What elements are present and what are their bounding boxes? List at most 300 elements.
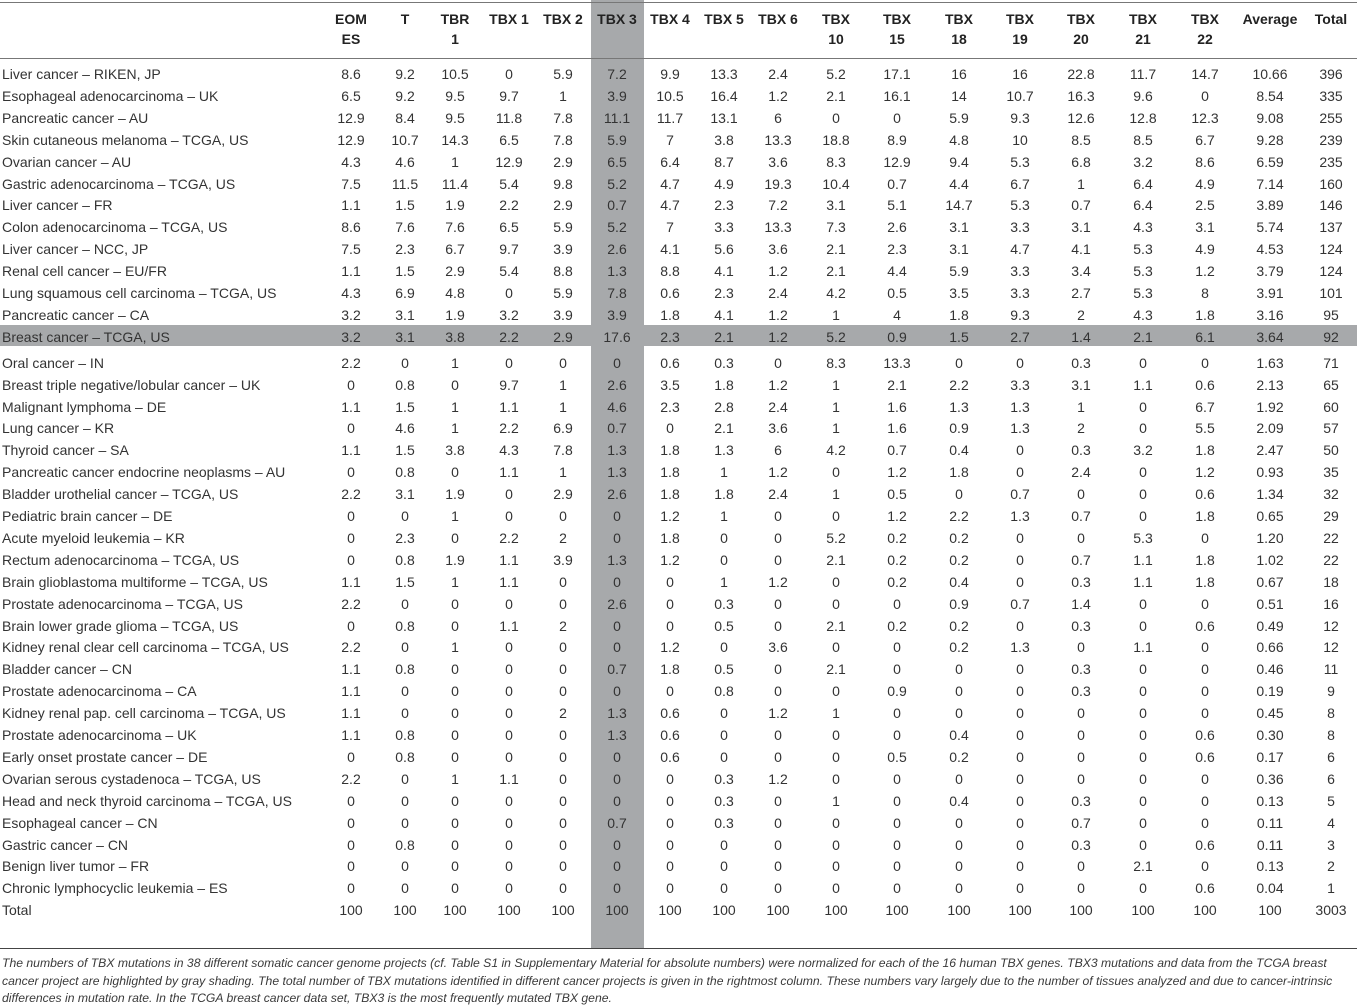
table-cell: 3.2 — [499, 306, 519, 323]
column-header — [1170, 9, 1240, 49]
table-cell: 0 — [774, 529, 782, 546]
table-cell: 4.3 — [341, 285, 361, 301]
table-cell: 12.8 — [1129, 109, 1157, 126]
table-cell: 0 — [613, 836, 621, 853]
table-cell: 0.51 — [1256, 595, 1284, 612]
table-cell: 100 — [947, 902, 971, 919]
table-caption: The numbers of TBX mutations in 38 different somatic cancer genome projects (cf. Table S1 in Supplementary Material for absolute numbers) were normalized for each of the 16 human TBX genes. TBX3 mutations and data from the TCGA breast cancer project are highlighted by gray shading. The total number of TBX mutations identified in different cancer projects is given in the rightmost column. These numbers vary largely due to the number of tissues analyzed and due to cancer-intrinsic differences in mutation rate. In the TCGA breast cancer data set, TBX3 is the most frequently mutated TBX gene. — [2, 956, 1333, 1005]
table-cell: 1.3 — [607, 705, 627, 722]
table-cell: 0 — [893, 836, 901, 853]
table-cell: 0.2 — [887, 551, 907, 568]
table-cell: 0.04 — [1256, 880, 1284, 897]
table-cell: 100 — [443, 902, 467, 919]
table-cell: 18.8 — [822, 131, 850, 148]
table-cell: 2 — [1077, 306, 1085, 323]
table-cell: 0 — [774, 595, 782, 612]
table-cell: 0.67 — [1256, 573, 1284, 590]
table-cell: 0 — [613, 770, 621, 787]
table-cell: 8 — [1201, 285, 1209, 301]
table-cell: 4.3 — [1133, 306, 1153, 323]
table-cell: 4.4 — [887, 263, 907, 280]
table-cell: 0 — [1016, 529, 1024, 546]
table-cell: 2.4 — [768, 285, 788, 301]
table-cell: 17.6 — [603, 328, 631, 345]
table-cell: 0 — [1016, 661, 1024, 678]
table-row — [0, 439, 1357, 461]
table-cell: 1 — [832, 306, 840, 323]
row-label: Oral cancer – IN — [2, 354, 104, 371]
table-cell: 2.2 — [341, 770, 361, 787]
table-cell: 1.5 — [395, 442, 415, 459]
table-cell: 0 — [1016, 814, 1024, 831]
table-cell: 0 — [559, 354, 567, 371]
table-cell: 0.4 — [949, 727, 969, 743]
table-cell: 1 — [832, 376, 840, 393]
row-label: Rectum adenocarcinoma – TCGA, US — [2, 551, 240, 568]
table-cell: 0.17 — [1256, 748, 1284, 765]
table-cell: 2.09 — [1256, 420, 1284, 437]
row-label: Bladder cancer – CN — [2, 661, 132, 678]
table-cell: 16.1 — [883, 87, 911, 104]
table-cell: 2.2 — [341, 486, 361, 503]
table-cell: 1.8 — [660, 661, 680, 678]
table-cell: 2 — [559, 617, 567, 634]
table-cell: 1.1 — [499, 398, 519, 415]
table-cell: 1.2 — [768, 87, 788, 104]
table-cell: 2.2 — [341, 595, 361, 612]
table-cell: 1 — [1077, 398, 1085, 415]
table-cell: 95 — [1323, 306, 1339, 323]
table-cell: 2.8 — [714, 398, 734, 415]
table-cell: 1 — [832, 705, 840, 722]
table-cell: 5 — [1327, 792, 1335, 809]
column-header-line-1: TBX — [1191, 11, 1219, 27]
table-cell: 7.5 — [341, 241, 361, 258]
table-cell: 5.9 — [553, 66, 573, 82]
table-cell: 0 — [774, 836, 782, 853]
table-cell: 0 — [1077, 880, 1085, 897]
table-cell: 9 — [1327, 683, 1335, 700]
table-cell: 0 — [559, 595, 567, 612]
table-cell: 0.9 — [949, 420, 969, 437]
table-cell: 0.45 — [1256, 705, 1284, 722]
table-cell: 1.8 — [1195, 573, 1215, 590]
table-cell: 0 — [832, 770, 840, 787]
table-cell: 17.1 — [883, 66, 911, 82]
table-cell: 8.6 — [341, 66, 361, 82]
table-cell: 5.9 — [607, 131, 627, 148]
table-cell: 0.4 — [949, 573, 969, 590]
table-cell: 2.9 — [445, 263, 465, 280]
table-cell: 2.4 — [768, 66, 788, 82]
row-label: Lung cancer – KR — [2, 420, 115, 437]
table-cell: 2.9 — [553, 197, 573, 214]
table-cell: 1.1 — [341, 661, 361, 678]
table-cell: 9.7 — [499, 87, 519, 104]
table-cell: 0 — [347, 748, 355, 765]
table-cell: 92 — [1323, 328, 1339, 345]
table-cell: 0 — [1139, 595, 1147, 612]
table-cell: 4.1 — [660, 241, 680, 258]
table-cell: 2.3 — [660, 328, 680, 345]
table-cell: 1 — [451, 153, 459, 170]
table-cell: 255 — [1319, 109, 1343, 126]
table-cell: 1.1 — [1133, 639, 1153, 656]
table-cell: 0 — [347, 464, 355, 481]
column-header — [1296, 9, 1357, 29]
table-cell: 0.7 — [1010, 595, 1030, 612]
table-cell: 16.3 — [1067, 87, 1095, 104]
row-label: Total — [2, 902, 32, 919]
table-cell: 0 — [613, 529, 621, 546]
table-cell: 1 — [832, 792, 840, 809]
table-cell: 8 — [1327, 705, 1335, 722]
table-cell: 5.3 — [1133, 241, 1153, 258]
table-cell: 57 — [1323, 420, 1339, 437]
table-cell: 1.9 — [445, 197, 465, 214]
table-row — [0, 194, 1357, 216]
table-cell: 1.3 — [607, 551, 627, 568]
table-cell: 3.1 — [395, 486, 415, 503]
table-cell: 1.2 — [768, 376, 788, 393]
table-cell: 2.7 — [1010, 328, 1030, 345]
table-cell: 0 — [1139, 398, 1147, 415]
table-cell: 0 — [347, 420, 355, 437]
table-cell: 13.1 — [710, 109, 738, 126]
table-cell: 0 — [720, 836, 728, 853]
table-cell: 1.8 — [714, 486, 734, 503]
table-cell: 0.2 — [887, 617, 907, 634]
column-header — [862, 9, 932, 49]
table-cell: 0 — [1201, 87, 1209, 104]
table-cell: 1.1 — [499, 770, 519, 787]
column-header-line-1: TBX — [1067, 11, 1095, 27]
table-cell: 0 — [955, 814, 963, 831]
table-cell: 0 — [832, 814, 840, 831]
table-cell: 0 — [505, 639, 513, 656]
table-cell: 8.8 — [553, 263, 573, 280]
table-cell: 1.8 — [1195, 551, 1215, 568]
table-row — [0, 615, 1357, 637]
table-cell: 0 — [774, 508, 782, 524]
table-cell: 6 — [1327, 770, 1335, 787]
table-cell: 5.3 — [1133, 263, 1153, 280]
table-cell: 1 — [559, 398, 567, 415]
table-cell: 12.9 — [337, 109, 365, 126]
table-cell: 2 — [559, 529, 567, 546]
table-cell: 1 — [832, 398, 840, 415]
table-row — [0, 173, 1357, 195]
table-cell: 0 — [1201, 705, 1209, 722]
table-cell: 0 — [832, 880, 840, 897]
table-cell: 0 — [451, 792, 459, 809]
table-cell: 0 — [832, 683, 840, 700]
column-header — [1108, 9, 1178, 49]
table-cell: 0 — [1016, 705, 1024, 722]
table-cell: 0.2 — [949, 748, 969, 765]
table-cell: 1 — [451, 639, 459, 656]
table-cell: 100 — [1131, 902, 1155, 919]
table-cell: 1.63 — [1256, 354, 1284, 371]
table-cell: 0 — [1016, 617, 1024, 634]
table-cell: 0 — [1139, 727, 1147, 743]
table-cell: 0.2 — [887, 529, 907, 546]
table-row — [0, 129, 1357, 151]
table-cell: 0 — [893, 639, 901, 656]
table-cell: 1.1 — [341, 573, 361, 590]
table-cell: 8.6 — [1195, 153, 1215, 170]
table-cell: 2.1 — [714, 420, 734, 437]
row-label: Acute myeloid leukemia – KR — [2, 529, 185, 546]
table-cell: 1 — [451, 573, 459, 590]
table-cell: 7 — [666, 131, 674, 148]
table-cell: 2.3 — [887, 241, 907, 258]
table-cell: 0 — [1139, 420, 1147, 437]
table-cell: 100 — [1193, 902, 1217, 919]
table-cell: 2.5 — [1195, 197, 1215, 214]
table-cell: 1.8 — [1195, 306, 1215, 323]
table-cell: 0.49 — [1256, 617, 1284, 634]
table-row — [0, 680, 1357, 702]
table-cell: 2 — [1327, 858, 1335, 875]
table-cell: 0 — [505, 748, 513, 765]
table-cell: 0.65 — [1256, 508, 1284, 524]
table-cell: 6.4 — [1133, 175, 1153, 192]
table-cell: 0 — [832, 464, 840, 481]
table-cell: 1.1 — [341, 683, 361, 700]
column-header-line-2: 1 — [451, 31, 459, 47]
table-cell: 0 — [1016, 683, 1024, 700]
table-cell: 396 — [1319, 66, 1343, 82]
table-cell: 0 — [401, 858, 409, 875]
table-cell: 0 — [1139, 814, 1147, 831]
table-cell: 0.8 — [395, 464, 415, 481]
row-label: Brain glioblastoma multiforme – TCGA, US — [2, 573, 268, 590]
row-label: Prostate adenocarcinoma – CA — [2, 683, 197, 700]
table-cell: 0 — [1077, 727, 1085, 743]
table-cell: 0 — [401, 792, 409, 809]
table-cell: 100 — [658, 902, 682, 919]
table-cell: 9.28 — [1256, 131, 1284, 148]
table-cell: 100 — [1069, 902, 1093, 919]
table-cell: 29 — [1323, 508, 1339, 524]
table-cell: 1.1 — [499, 573, 519, 590]
table-cell: 8.54 — [1256, 87, 1284, 104]
table-cell: 0 — [505, 595, 513, 612]
table-cell: 0.8 — [395, 551, 415, 568]
table-cell: 0 — [955, 486, 963, 503]
table-cell: 0 — [720, 880, 728, 897]
table-cell: 2.1 — [887, 376, 907, 393]
table-cell: 5.2 — [826, 66, 846, 82]
table-cell: 6.8 — [1071, 153, 1091, 170]
table-cell: 1.3 — [607, 263, 627, 280]
table-cell: 6.4 — [1133, 197, 1153, 214]
table-cell: 0 — [1201, 661, 1209, 678]
table-row — [0, 702, 1357, 724]
table-cell: 4.9 — [1195, 241, 1215, 258]
table-cell: 0 — [559, 683, 567, 700]
table-cell: 1.8 — [660, 486, 680, 503]
table-cell: 7.8 — [553, 109, 573, 126]
table-cell: 1.9 — [445, 306, 465, 323]
row-label: Prostate adenocarcinoma – UK — [2, 727, 197, 743]
table-cell: 5.4 — [499, 263, 519, 280]
table-cell: 0 — [774, 814, 782, 831]
table-cell: 0.7 — [1071, 814, 1091, 831]
table-cell: 7.5 — [341, 175, 361, 192]
table-row — [0, 483, 1357, 505]
table-cell: 0 — [559, 639, 567, 656]
row-label: Ovarian serous cystadenoca – TCGA, US — [2, 770, 261, 787]
column-header — [1046, 9, 1116, 49]
table-cell: 0 — [1077, 770, 1085, 787]
table-cell: 0 — [1077, 705, 1085, 722]
table-cell: 2.3 — [714, 197, 734, 214]
table-cell: 1.02 — [1256, 551, 1284, 568]
table-cell: 0 — [347, 814, 355, 831]
table-cell: 1.20 — [1256, 529, 1284, 546]
table-cell: 2.2 — [499, 328, 519, 345]
column-header-line-1: TBX — [883, 11, 911, 27]
table-cell: 5.2 — [607, 219, 627, 236]
column-header-line-1: Average — [1242, 11, 1298, 27]
table-cell: 0.6 — [660, 748, 680, 765]
table-cell: 5.1 — [887, 197, 907, 214]
column-header-line-1: Total — [1314, 11, 1348, 27]
table-cell: 1 — [559, 376, 567, 393]
table-cell: 0 — [720, 551, 728, 568]
table-cell: 8.8 — [660, 263, 680, 280]
table-cell: 1.1 — [341, 263, 361, 280]
column-header-line-2: ES — [341, 31, 361, 47]
table-cell: 0.7 — [1010, 486, 1030, 503]
row-label: Lung squamous cell carcinoma – TCGA, US — [2, 285, 277, 301]
table-cell: 0 — [666, 836, 674, 853]
table-cell: 0.93 — [1256, 464, 1284, 481]
row-label: Brain lower grade glioma – TCGA, US — [2, 617, 239, 634]
table-cell: 0 — [1016, 858, 1024, 875]
table-cell: 14.7 — [1191, 66, 1219, 82]
table-cell: 0 — [666, 858, 674, 875]
table-cell: 0.5 — [887, 486, 907, 503]
table-cell: 0 — [1139, 661, 1147, 678]
table-cell: 1.3 — [607, 464, 627, 481]
table-cell: 0 — [832, 508, 840, 524]
table-cell: 0.7 — [887, 442, 907, 459]
table-cell: 0 — [893, 661, 901, 678]
table-cell: 2.6 — [607, 241, 627, 258]
table-cell: 1.1 — [341, 442, 361, 459]
table-cell: 3.1 — [1195, 219, 1215, 236]
table-row — [0, 768, 1357, 790]
table-cell: 0 — [1016, 748, 1024, 765]
table-cell: 1.92 — [1256, 398, 1284, 415]
table-cell: 100 — [824, 902, 848, 919]
row-label: Head and neck thyroid carcinoma – TCGA, US — [2, 792, 292, 809]
table-cell: 3.3 — [1010, 285, 1030, 301]
table-cell: 5.2 — [826, 328, 846, 345]
table-cell: 0 — [1016, 770, 1024, 787]
table-cell: 0 — [832, 727, 840, 743]
table-cell: 1.9 — [445, 551, 465, 568]
table-cell: 12.9 — [337, 131, 365, 148]
table-cell: 1.8 — [714, 376, 734, 393]
table-cell: 0 — [1201, 354, 1209, 371]
table-cell: 7.14 — [1256, 175, 1284, 192]
table-cell: 2.2 — [341, 639, 361, 656]
table-cell: 10.5 — [441, 66, 469, 82]
table-cell: 0.2 — [949, 551, 969, 568]
table-cell: 22 — [1323, 529, 1339, 546]
table-cell: 0 — [505, 858, 513, 875]
table-cell: 0 — [505, 486, 513, 503]
table-cell: 1.2 — [768, 306, 788, 323]
row-label: Kidney renal clear cell carcinoma – TCGA, US — [2, 639, 289, 656]
table-row — [0, 216, 1357, 238]
table-cell: 0.2 — [949, 617, 969, 634]
table-row — [0, 63, 1357, 85]
table-cell: 0.11 — [1256, 814, 1284, 831]
table-cell: 0.6 — [660, 705, 680, 722]
table-cell: 3.1 — [395, 328, 415, 345]
table-cell: 2.1 — [1133, 328, 1153, 345]
table-cell: 8.4 — [395, 109, 415, 126]
table-cell: 12.9 — [495, 153, 523, 170]
table-cell: 4.1 — [1071, 241, 1091, 258]
row-label: Breast triple negative/lobular cancer – UK — [2, 376, 261, 393]
table-cell: 0 — [955, 880, 963, 897]
table-cell: 14.3 — [441, 131, 469, 148]
table-cell: 3.8 — [445, 328, 465, 345]
table-cell: 0 — [451, 683, 459, 700]
table-cell: 0 — [401, 880, 409, 897]
table-cell: 0 — [1016, 354, 1024, 371]
table-row — [0, 326, 1357, 348]
table-cell: 0 — [401, 683, 409, 700]
table-cell: 3.2 — [1133, 153, 1153, 170]
table-row — [0, 151, 1357, 173]
table-cell: 1.1 — [499, 551, 519, 568]
table-cell: 0.3 — [714, 595, 734, 612]
table-row — [0, 834, 1357, 856]
table-cell: 0.3 — [714, 770, 734, 787]
table-cell: 0.6 — [1195, 486, 1215, 503]
table-cell: 101 — [1319, 285, 1343, 301]
table-cell: 5.2 — [607, 175, 627, 192]
table-cell: 0 — [1077, 529, 1085, 546]
table-cell: 1.3 — [949, 398, 969, 415]
table-cell: 335 — [1319, 87, 1343, 104]
table-cell: 0 — [613, 792, 621, 809]
table-cell: 0.6 — [660, 354, 680, 371]
table-cell: 0 — [613, 354, 621, 371]
table-cell: 0 — [1139, 464, 1147, 481]
table-cell: 0 — [666, 770, 674, 787]
table-cell: 1 — [720, 573, 728, 590]
table-cell: 0.7 — [1071, 508, 1091, 524]
table-cell: 1 — [451, 354, 459, 371]
table-cell: 0 — [720, 858, 728, 875]
table-cell: 7.8 — [553, 131, 573, 148]
table-cell: 6.9 — [553, 420, 573, 437]
table-cell: 0 — [666, 420, 674, 437]
table-cell: 0 — [1201, 814, 1209, 831]
table-cell: 1.1 — [499, 464, 519, 481]
table-cell: 0 — [1016, 442, 1024, 459]
table-cell: 0.3 — [714, 792, 734, 809]
table-cell: 6.59 — [1256, 153, 1284, 170]
